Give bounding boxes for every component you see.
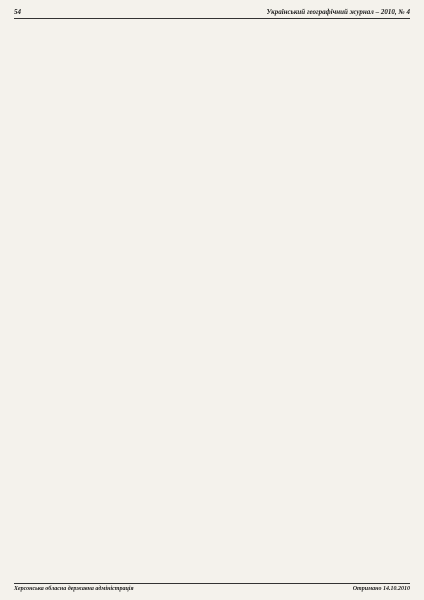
journal-title: Український географічний журнал – 2010, № 4 <box>266 8 410 16</box>
page-footer <box>14 583 410 592</box>
page-number: 54 <box>14 8 21 16</box>
article-body <box>14 24 410 569</box>
left-column <box>14 24 207 569</box>
running-header <box>14 8 410 19</box>
received-date: Отримано 14.10.2010 <box>352 586 410 592</box>
author-affiliation: Херсонська обласна державна адміністрація <box>14 586 134 592</box>
right-column <box>217 24 410 569</box>
